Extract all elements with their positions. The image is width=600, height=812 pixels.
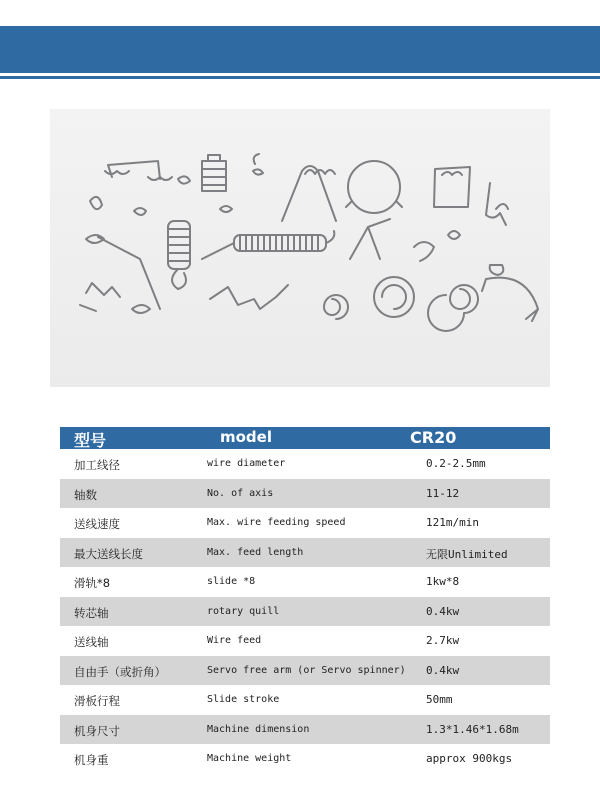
row-value: 1kw*8 [426,575,460,588]
row-label-en: Slide stroke [207,694,280,705]
row-label-cn: 送线速度 [74,517,120,531]
row-label-en: Wire feed [207,635,262,646]
row-label-cn: 送线轴 [74,635,109,649]
row-label-en: Machine weight [207,753,292,764]
row-value: 50mm [426,693,453,706]
row-label-en: Machine dimension [207,723,310,735]
table-row-weight [60,744,550,774]
table-row-rotary-quill [60,597,550,627]
table-row-wire-feed [60,626,550,656]
header-rule [0,76,600,79]
row-value: 121m/min [426,516,479,529]
row-value: 11-12 [426,486,460,500]
table-row-free-arm [60,656,550,686]
row-label-cn: 轴数 [74,487,97,502]
table-row-slide [60,567,550,597]
row-value: 1.3*1.46*1.68m [426,722,519,736]
row-label-cn: 滑轨*8 [74,576,111,590]
row-label-en: No. of axis [207,487,274,499]
row-label-en: slide *8 [207,576,256,587]
row-label-cn: 机身尺寸 [74,723,120,738]
table-row-feed-speed [60,508,550,538]
row-label-cn: 自由手（或折角） [74,664,166,679]
row-value: 无限Unlimited [426,547,508,561]
table-header-row [60,427,550,449]
row-value: 2.7kw [426,634,460,647]
table-row-axis [60,479,550,509]
row-label-en: rotary quill [207,605,280,617]
row-label-cn: 转芯轴 [74,605,109,620]
row-value: 0.4kw [426,663,460,677]
table-row-slide-stroke [60,685,550,715]
row-label-en: Servo free arm (or Servo spinner) [207,664,406,676]
row-label-cn: 最大送线长度 [74,546,143,561]
table-row-wire-diameter [60,449,550,479]
header-model-value: CR20 [410,428,457,447]
row-label-en: Max. feed length [207,546,304,558]
header-band [0,26,600,73]
spec-table [60,427,550,774]
row-label-cn: 机身重 [74,753,109,767]
header-model-cn: 型号 [74,431,107,450]
row-value: 0.2-2.5mm [426,457,486,470]
wire-forms-illustration [50,109,550,387]
row-label-en: Max. wire feeding speed [207,517,346,528]
product-photo-springs [50,109,550,387]
row-label-cn: 滑板行程 [74,694,120,708]
row-label-cn: 加工线径 [74,458,120,472]
row-label-en: wire diameter [207,458,286,469]
table-row-dimension [60,715,550,745]
row-value: approx 900kgs [426,752,513,765]
header-model-en: model [220,428,272,446]
table-row-feed-length [60,538,550,568]
row-value: 0.4kw [426,604,460,618]
